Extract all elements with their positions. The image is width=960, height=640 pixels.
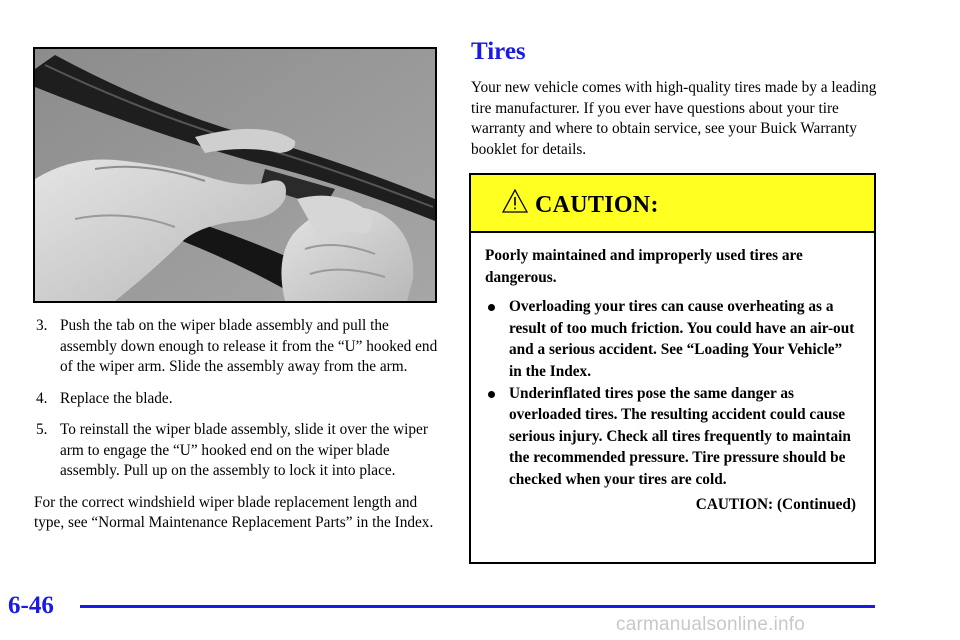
section-title: Tires — [471, 38, 526, 65]
step-number: 5. — [36, 421, 48, 438]
caution-bullet — [485, 296, 856, 382]
step-item — [36, 389, 440, 410]
caution-lead: Poorly maintained and improperly used tires are dangerous. — [485, 247, 803, 286]
wiper-blade-photo — [33, 47, 437, 303]
watermark: carmanualsonline.info — [616, 614, 806, 635]
caution-bullet-text: Underinflated tires pose the same danger as overloaded tires. The resulting accident could cause serious injury. Check all tires frequently to maintain the recommended pressure. Tire pressure should be checked when your tires are cold. — [509, 384, 851, 488]
caution-header — [471, 175, 874, 233]
step-number: 4. — [36, 389, 48, 407]
step-text: Replace the blade. — [60, 389, 173, 407]
warning-triangle-icon — [502, 189, 528, 213]
bullet-dot-icon — [488, 304, 495, 311]
caution-body — [471, 233, 874, 515]
tires-intro-paragraph: Your new vehicle comes with high-quality tires made by a leading tire manufacturer. If you ever have questions about your tire warranty and where to obtain service, see your Buick Warranty booklet for details. — [471, 79, 877, 158]
caution-title: CAUTION: — [535, 192, 659, 218]
page-number: 6-46 — [8, 592, 54, 619]
caution-box — [469, 173, 876, 564]
bullet-dot-icon — [488, 391, 495, 398]
replacement-parts-paragraph: For the correct windshield wiper blade replacement length and type, see “Normal Maintenance Replacement Parts” in the Index. — [34, 493, 434, 531]
step-item — [36, 420, 440, 482]
step-item — [36, 316, 440, 378]
footer-rule — [80, 605, 875, 608]
wiper-blade-illustration — [35, 49, 435, 301]
caution-bullet — [485, 383, 856, 491]
step-text: To reinstall the wiper blade assembly, slide it over the wiper arm to engage the “U” hooked end on the wiper blade assembly. Pull up on the assembly to lock it into place. — [60, 421, 428, 479]
caution-continued: CAUTION: (Continued) — [695, 495, 856, 513]
step-number: 3. — [36, 317, 48, 334]
step-text: Push the tab on the wiper blade assembly and pull the assembly down enough to release it from the “U” hooked end of the wiper arm. Slide the assembly away from the arm. — [60, 317, 438, 375]
caution-bullet-text: Overloading your tires can cause overheating as a result of too much friction. You could have an air-out and a serious accident. See “Loading Your Vehicle” in the Index. — [509, 298, 855, 380]
wiper-steps — [36, 316, 440, 549]
